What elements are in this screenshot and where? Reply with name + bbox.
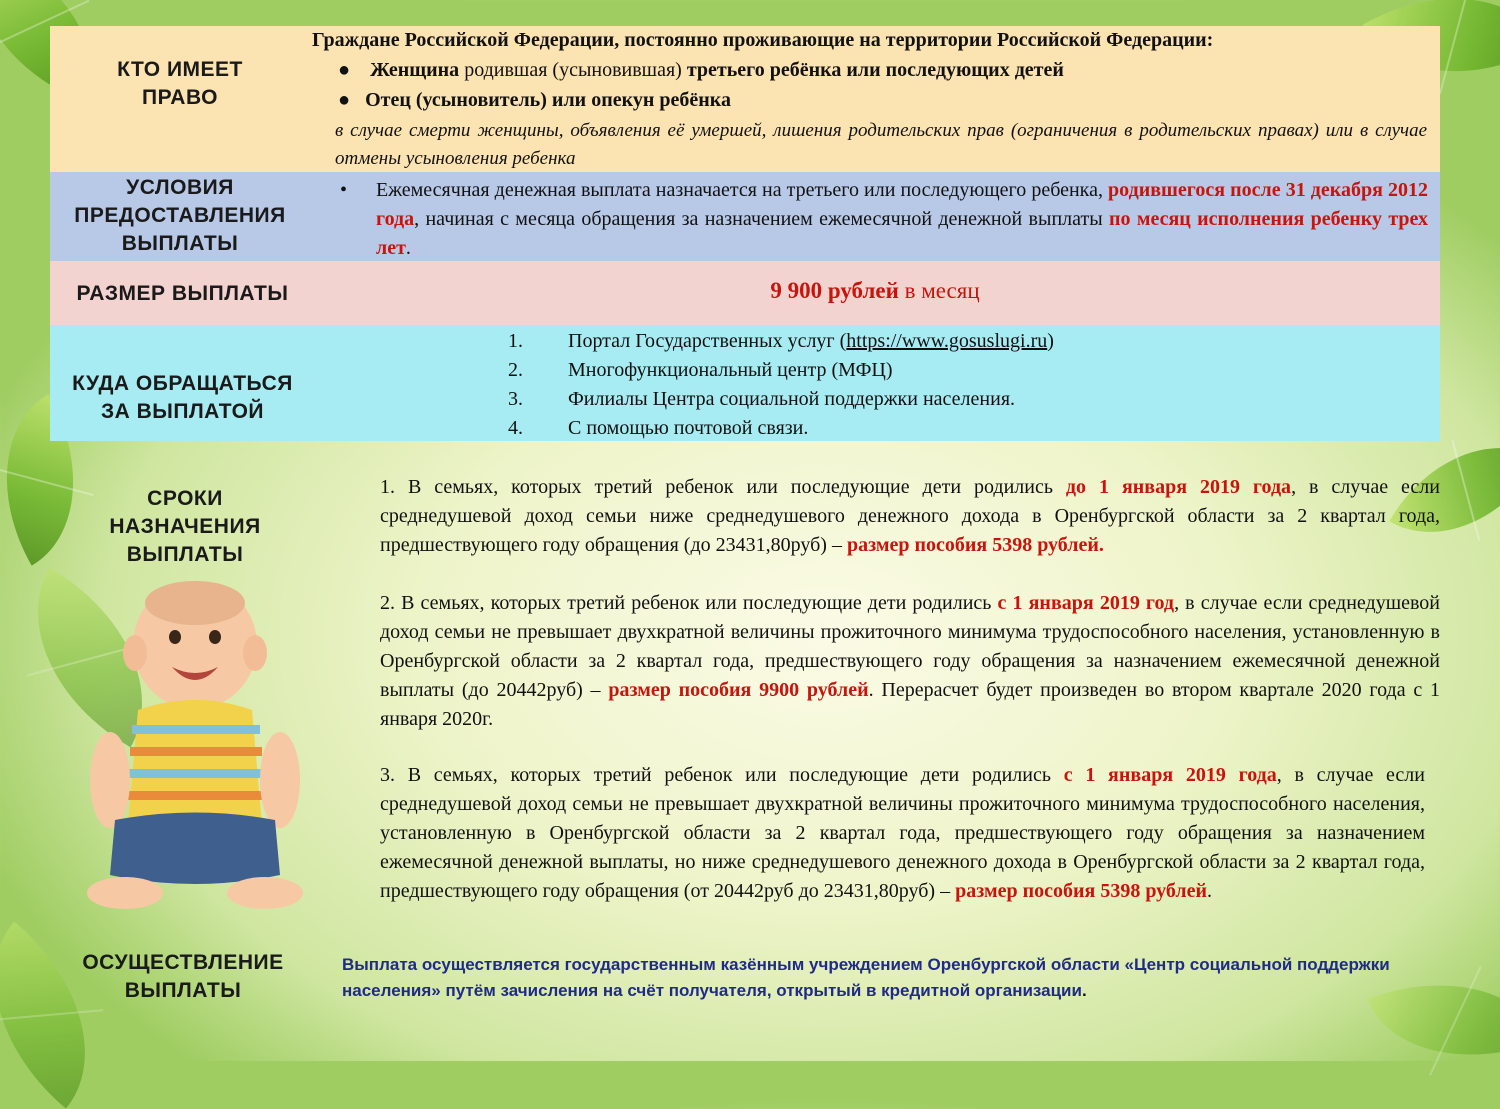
amount-label: РАЗМЕР ВЫПЛАТЫ [76,282,289,305]
baby-illustration [80,575,310,915]
terms-paragraph-3: 3. В семьях, которых третий ребенок или последующие дети родились с 1 января 2019 года, в случае если среднедушевой доход семьи не превышает двухкратной величины прожиточного минимума трудоспособного населения, установленную в Оренбургской области за 2 квартал года, предшествующего году обращения за назначением ежемесячной денежной выплаты, но ниже среднедушевого денежного дохода в Оренбургской области за 2 квартал года, предшествующего году обращения (от 20442руб до 23431,80руб) – размер пособия 5398 рублей. [380,764,1425,902]
amount-value: 9 900 рублей в месяц [770,278,980,303]
conditions-text: Ежемесячная денежная выплата назначается на третьего или последующего ребенка, родившегося после 31 декабря 2012 года, начиная с месяца обращения за назначением ежемесячной денежной выплаты по месяц исполнения ребенку трех лет. [376,179,1428,259]
bullet-icon: • [340,179,348,201]
terms-paragraph-2: 2. В семьях, которых третий ребенок или последующие дети родились с 1 января 2019 год, в случае если среднедушевой доход семьи не превышает двухкратной величины прожиточного минимума трудоспособного населения, установленную в Оренбургской области за 2 квартал года, предшествующего году обращения за назначением ежемесячной денежной выплаты (до 20442руб) – размер пособия 9900 рублей. Перерасчет будет произведен во втором квартале 2020 года с 1 января 2020г. [380,592,1441,730]
conditions-section [50,172,1440,261]
gosuslugi-link[interactable]: https://www.gosuslugi.ru [846,330,1048,352]
amount-section [50,261,1440,325]
who-section [50,26,1440,172]
where-section [50,325,1440,441]
who-bullet-1: ● Женщина родившая (усыновившая) третьего ребёнка или последующих детей [338,59,1064,81]
who-note: в случае смерти женщины, объявления её умершей, лишения родительских прав (ограничения в родительских правах) или в случае отмены усыновления ребенка [335,120,1427,169]
list-item: 2. Многофункциональный центр (МФЦ) [508,359,893,381]
list-item: 1. Портал Государственных услуг (https://www.gosuslugi.ru) [508,330,1054,352]
who-heading: Граждане Российской Федерации, постоянно проживающие на территории Российской Федерации: [312,29,1214,51]
conditions-label: УСЛОВИЯ ПРЕДОСТАВЛЕНИЯ ВЫПЛАТЫ [74,176,286,255]
list-item: 3. Филиалы Центра социальной поддержки населения. [508,388,1016,410]
who-bullet-2: ● Отец (усыновитель) или опекун ребёнка [338,89,731,111]
who-label: КТО ИМЕЕТ ПРАВО [117,58,243,109]
execution-text: Выплата осуществляется государственным казённым учреждением Оренбургской области «Центр социальной поддержки населения» путём зачисления на счёт получателя, открытый в кредитной организации. [342,955,1390,1000]
where-list [508,327,1408,443]
list-item: 4. С помощью почтовой связи. [508,417,809,439]
execution-label: ОСУЩЕСТВЛЕНИЕ ВЫПЛАТЫ [82,951,284,1002]
terms-paragraph-1: 1. В семьях, которых третий ребенок или последующие дети родились до 1 января 2019 года, в случае если среднедушевой доход семьи ниже среднедушевого денежного дохода в Оренбургской области за 2 квартал года, предшествующего году обращения (до 23431,80руб) – размер пособия 5398 рублей. [380,476,1440,556]
where-label: КУДА ОБРАЩАТЬСЯ ЗА ВЫПЛАТОЙ [72,372,293,423]
terms-label: СРОКИ НАЗНАЧЕНИЯ ВЫПЛАТЫ [109,487,261,566]
